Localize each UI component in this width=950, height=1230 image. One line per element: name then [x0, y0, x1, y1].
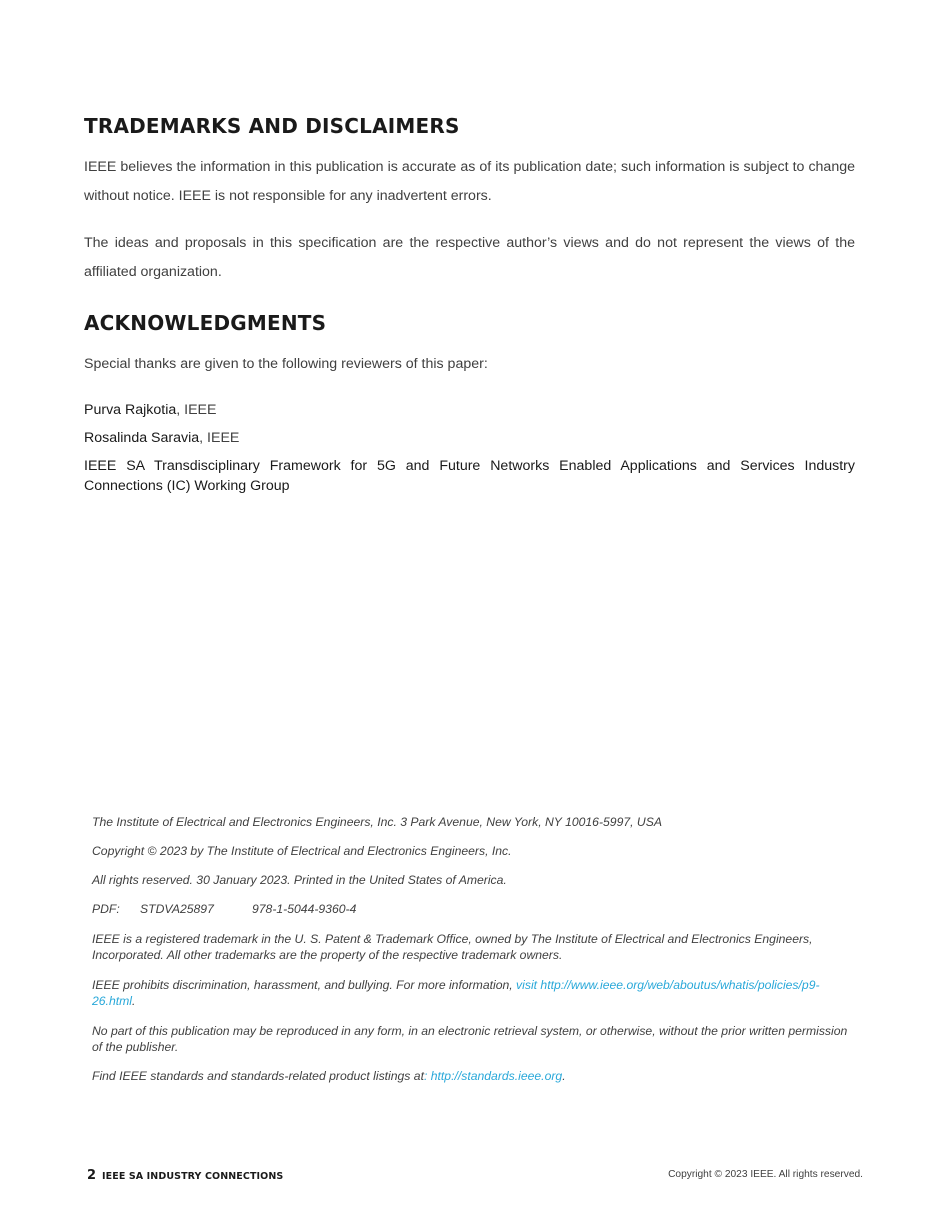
- policy-text: IEEE prohibits discrimination, harassment, and bullying. For more information,: [92, 978, 517, 992]
- reviewer-entry: [84, 457, 855, 496]
- pdf-product-code: STDVA25897: [140, 902, 214, 916]
- reviewer-entry: [84, 429, 855, 449]
- imprint-trademark-notice: IEEE is a registered trademark in the U. S. Patent & Trademark Office, owned by The Institute of Electrical and Electronics Engineers, Incorporated. All other trademarks are the property of the respective trademark owners.: [92, 932, 813, 962]
- reviewer-name: Rosalinda Saravia: [84, 430, 200, 446]
- pdf-isbn: 978-1-5044-9360-4: [252, 902, 357, 916]
- find-end: .: [562, 1069, 566, 1083]
- imprint-standards-listing: [92, 1068, 852, 1084]
- reviewer-affiliation: , IEEE: [199, 430, 240, 446]
- imprint-pdf-line: [92, 901, 852, 917]
- page-footer-left: [87, 1164, 283, 1183]
- reviewer-entry: [84, 401, 855, 421]
- imprint-rights: All rights reserved. 30 January 2023. Printed in the United States of America.: [92, 873, 507, 887]
- page-number: 2: [87, 1168, 97, 1183]
- footer-copyright: Copyright © 2023 IEEE. All rights reserved.: [668, 1169, 863, 1180]
- imprint-copyright: Copyright © 2023 by The Institute of Electrical and Electronics Engineers, Inc.: [92, 844, 512, 858]
- acknowledgments-heading: ACKNOWLEDGMENTS: [84, 311, 327, 335]
- find-text: Find IEEE standards and standards-related product listings at: [92, 1069, 424, 1083]
- trademarks-paragraph-accuracy: IEEE believes the information in this publication is accurate as of its publication date; such information is subject to change without notice. IEEE is not responsible for any inadvertent errors.: [84, 159, 855, 204]
- pdf-label: PDF:: [92, 902, 120, 916]
- imprint-address: The Institute of Electrical and Electronics Engineers, Inc. 3 Park Avenue, New York, NY 10016-5997, USA: [92, 815, 662, 829]
- imprint-policy-notice: [92, 977, 852, 1009]
- reviewer-name: Purva Rajkotia: [84, 402, 177, 418]
- trademarks-paragraph-views: The ideas and proposals in this specification are the respective author’s views and do not represent the views of the affiliated organization.: [84, 235, 855, 280]
- reviewer-name: IEEE SA Transdisciplinary Framework for 5G and Future Networks Enabled Applications and Services Industry Connections (IC) Working Group: [84, 458, 855, 494]
- standards-link[interactable]: : http://standards.ieee.org: [423, 1069, 563, 1083]
- policy-end: .: [131, 994, 136, 1008]
- series-title: IEEE SA INDUSTRY CONNECTIONS: [102, 1171, 284, 1182]
- policy-link[interactable]: visit http://www.ieee.org/web/aboutus/whatis/policies/p9-26.html: [92, 978, 820, 1008]
- acknowledgments-intro: Special thanks are given to the following reviewers of this paper:: [84, 356, 488, 372]
- reviewer-affiliation: , IEEE: [176, 402, 217, 418]
- trademarks-heading: TRADEMARKS AND DISCLAIMERS: [84, 114, 460, 138]
- imprint-reproduction-notice: No part of this publication may be reproduced in any form, in an electronic retrieval system, or otherwise, without the prior written permission of the publisher.: [92, 1024, 848, 1054]
